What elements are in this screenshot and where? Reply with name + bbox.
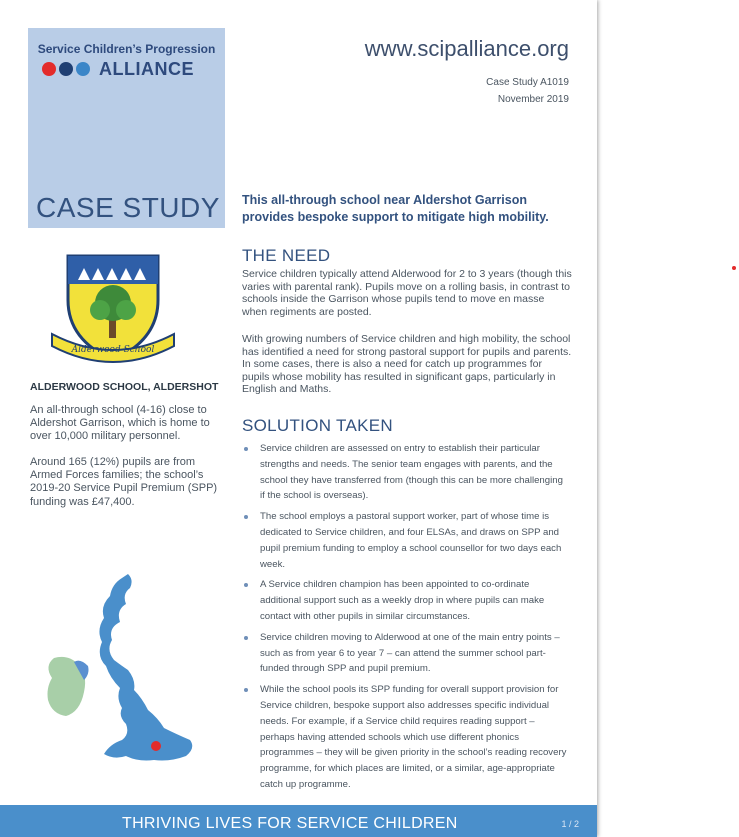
solution-item-text: Service children are assessed on entry to establish their particular strengths and needs. The senior team engages with parents, and the school they have transferred from (though this can be more challenging if the school is overseas).: [260, 443, 563, 502]
case-study-heading: CASE STUDY: [36, 192, 220, 223]
solution-item-text: While the school pools its SPP funding for overall support provision for Service children, bespoke support also addresses specific individual needs. For example, if a Service child requires reading support – perhaps having attended schools which use different phonics programmes – they will be given priority in the school’s reading recovery programme, for which places are limited, or a similar, age-appropriate catch up programme.: [260, 684, 567, 790]
school-statistics: Around 165 (12%) pupils are from Armed Forces families; the school’s 2019-20 Service Pupil Premium (SPP) funding was £47,400.: [30, 456, 218, 508]
need-paragraph-1: Service children typically attend Alderwood for 2 to 3 years (though this varies with parental rank). Pupils move on a rolling basis, in contrast to schools inside the Garrison whose pupils tend to move en masse when regiments are posted.: [242, 268, 572, 318]
logo-dot-navy: [59, 62, 73, 76]
need-paragraph-2: With growing numbers of Service children and high mobility, the school has identified a need for strong pastoral support for pupils and parents. In some cases, there is also a need for catch up programmes for pupils whose mobility has resulted in significant gaps, particularly in English and Maths.: [242, 333, 572, 395]
logo-dot-blue: [76, 62, 90, 76]
bullet-icon: [244, 447, 248, 451]
footer-slogan: THRIVING LIVES FOR SERVICE CHILDREN: [122, 815, 458, 832]
location-marker: [151, 741, 161, 751]
solution-item: [242, 441, 567, 504]
uk-map-image: [30, 570, 210, 785]
brand-name: ALLIANCE: [99, 58, 194, 79]
solution-item-text: Service children moving to Alderwood at one of the main entry points – such as from year 6 to year 7 – can attend the summer school part-funded through SPP and pupil premium.: [260, 631, 560, 675]
brand-logo: [42, 58, 194, 80]
solution-item: [242, 630, 567, 677]
solution-item-text: The school employs a pastoral support worker, part of whose time is dedicated to Service children, and four ELSAs, and draws on SPP and pupil premium funding to employ a school counsellor for two days each week.: [260, 511, 562, 570]
bullet-icon: [244, 583, 248, 587]
solution-item: [242, 509, 567, 572]
bullet-icon: [244, 515, 248, 519]
logo-dot-red: [42, 62, 56, 76]
red-marker-dot: [732, 266, 736, 270]
school-name: ALDERWOOD SCHOOL, ALDERSHOT: [30, 381, 219, 393]
website-url: www.scipalliance.org: [364, 36, 569, 61]
school-description: An all-through school (4-16) close to Aldershot Garrison, which is home to over 10,000 military personnel.: [30, 404, 210, 443]
case-study-id: Case Study A1019: [486, 77, 569, 88]
school-crest-image: [48, 248, 178, 368]
bullet-icon: [244, 636, 248, 640]
footer-banner: [0, 805, 597, 837]
crest-banner-text: Alderwood School: [71, 345, 155, 355]
solution-item-text: A Service children champion has been appointed to co-ordinate additional support such as a weekly drop in where pupils can make contact with other pupils in similar circumstances.: [260, 579, 545, 622]
solution-item: [242, 682, 567, 793]
bullet-icon: [244, 688, 248, 692]
brand-tagline: Service Children’s Progression: [37, 42, 216, 56]
solution-list: [242, 441, 567, 798]
section-title-need: THE NEED: [242, 246, 331, 265]
page-number: 1 / 2: [561, 819, 579, 829]
section-title-solution: SOLUTION TAKEN: [242, 416, 393, 435]
solution-item: [242, 577, 567, 624]
brand-panel: [28, 28, 225, 228]
lead-summary: This all-through school near Aldershot Garrison provides bespoke support to mitigate high mobility.: [242, 193, 549, 224]
publication-date: November 2019: [497, 94, 569, 105]
